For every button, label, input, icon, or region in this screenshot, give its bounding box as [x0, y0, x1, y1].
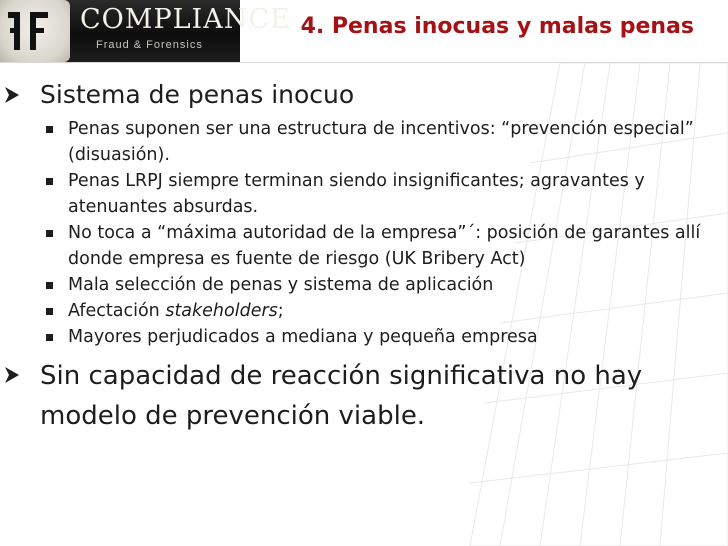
- monogram-icon: [0, 0, 70, 62]
- bullet-level1: [0, 356, 728, 436]
- slide-title: 4. Penas inocuas y malas penas: [300, 14, 694, 39]
- sub-bullet-text: Penas LRPJ siempre terminan siendo insignificantes; agravantes y atenuantes absurdas.: [68, 171, 645, 217]
- square-bullet-icon: [46, 178, 53, 185]
- logo-subtitle: Fraud & Forensics: [96, 39, 203, 51]
- sub-bullet-suffix: ;: [277, 301, 284, 321]
- square-bullet-icon: [46, 230, 53, 237]
- sub-bullet: [0, 272, 728, 298]
- bullet-level1: [0, 76, 728, 114]
- square-bullet-icon: [46, 308, 53, 315]
- logo-monogram-mark: [0, 0, 70, 62]
- sub-bullet-italic: stakeholders: [165, 301, 278, 321]
- sub-bullet: [0, 168, 728, 220]
- sub-bullet: [0, 298, 728, 324]
- logo-title: COMPLIANCE: [80, 4, 291, 35]
- square-bullet-icon: [46, 126, 53, 133]
- slide-content: [0, 76, 728, 436]
- square-bullet-icon: [46, 282, 53, 289]
- square-bullet-icon: [46, 334, 53, 341]
- arrow-bullet-icon: [4, 366, 20, 384]
- header-divider: [0, 62, 728, 63]
- company-logo: [0, 0, 291, 62]
- bullet-text: Sin capacidad de reacción significativa no hay modelo de prevención viable.: [40, 361, 643, 431]
- sub-bullet: [0, 116, 728, 168]
- sub-bullet-text: No toca a “máxima autoridad de la empresa”´: posición de garantes allí donde empresa es fuente de riesgo (UK Bribery Act): [68, 223, 701, 269]
- sub-bullet-text: Mayores perjudicados a mediana y pequeña empresa: [68, 327, 538, 347]
- sub-bullet-text: Penas suponen ser una estructura de incentivos: “prevención especial” (disuasión).: [68, 119, 694, 165]
- sub-bullet: [0, 324, 728, 350]
- bullet-text: Sistema de penas inocuo: [40, 80, 355, 109]
- sub-bullet-prefix: Afectación: [68, 301, 166, 321]
- header: [0, 0, 728, 62]
- sub-bullet-text: Mala selección de penas y sistema de aplicación: [68, 275, 494, 295]
- sub-bullet: [0, 220, 728, 272]
- arrow-bullet-icon: [4, 86, 20, 104]
